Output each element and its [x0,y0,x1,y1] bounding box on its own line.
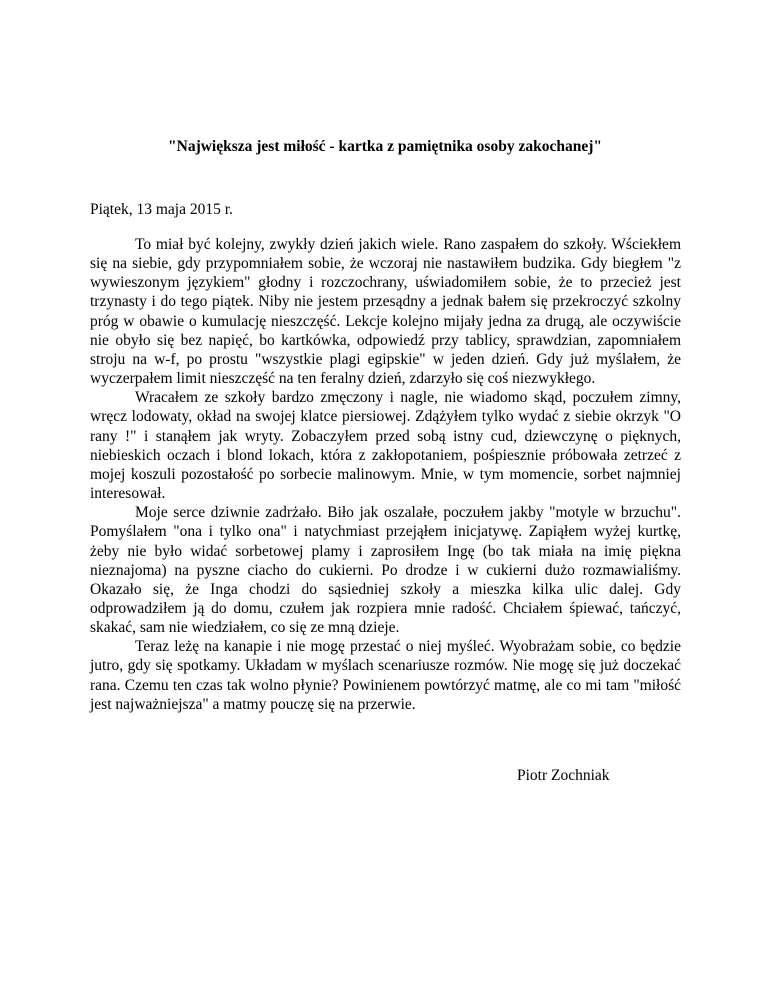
author-signature: Piotr Zochniak [517,767,610,784]
paragraph-2: Wracałem ze szkoły bardzo zmęczony i nagle, nie wiadomo skąd, poczułem zimny, wręcz lodowaty, okład na swojej klatce piersiowej. Zdążyłem tylko wydać z siebie okrzyk "O rany !" i stanąłem jak wryty. Zobaczyłem przed sobą istny cud, dziewczynę o pięknych, niebieskich oczach i blond lokach, która z zakłopotaniem, pośpiesznie próbowała zetrzeć z mojej koszuli pozostałość po sorbecie malinowym. Mnie, w tym momencie, sorbet najmniej interesował. [90,389,681,503]
document-title: "Największa jest miłość - kartka z pamiętnika osoby zakochanej" [168,138,602,155]
paragraph-3: Moje serce dziwnie zadrżało. Biło jak oszalałe, poczułem jakby "motyle w brzuchu". Pomyślałem "ona i tylko ona" i natychmiast przejąłem inicjatywę. Zapiąłem wyżej kurtkę, żeby nie było widać sorbetowej plamy i zaprosiłem Ingę (bo tak miała na imię piękna nieznajoma) na pyszne ciacho do cukierni. Po drodze i w cukierni dużo rozmawialiśmy. Okazało się, że Inga chodzi do sąsiedniej szkoły a mieszka kilka ulic dalej. Gdy odprowadziłem ją do domu, czułem jak rozpiera mnie radość. Chciałem śpiewać, tańczyć, skakać, sam nie wiedziałem, co się ze mną dzieje. [90,504,681,637]
paragraph-1: To miał być kolejny, zwykły dzień jakich wiele. Rano zaspałem do szkoły. Wściekłem się na siebie, gdy przypomniałem sobie, że wczoraj nie nastawiłem budzika. Gdy biegłem "z wywieszonym językiem" głodny i rozczochrany, uświadomiłem sobie, że to przecież jest trzynasty i do tego piątek. Niby nie jestem przesądny a jednak bałem się przekroczyć szkolny próg w obawie o kumulację nieszczęść. Lekcje kolejno mijały jedna za drugą, ale oczywiście nie obyło się bez napięć, bo kartkówka, odpowiedź przy tablicy, sprawdzian, zapomniałem stroju na w-f, po prostu "wszystkie plagi egipskie" w jeden dzień. Gdy już myślałem, że wyczerpałem limit nieszczęść na ten feralny dzień, zdarzyło się coś niezwykłego. [90,236,681,388]
body-text [90,235,681,714]
diary-date: Piątek, 13 maja 2015 r. [90,201,233,218]
paragraph-4: Teraz leżę na kanapie i nie mogę przestać o niej myśleć. Wyobrażam sobie, co będzie jutro, gdy się spotkamy. Układam w myślach scenariusze rozmów. Nie mogę się już doczekać rana. Czemu ten czas tak wolno płynie? Powinienem powtórzyć matmę, ale co mi tam "miłość jest najważniejsza" a matmy pouczę się na przerwie. [90,638,681,713]
